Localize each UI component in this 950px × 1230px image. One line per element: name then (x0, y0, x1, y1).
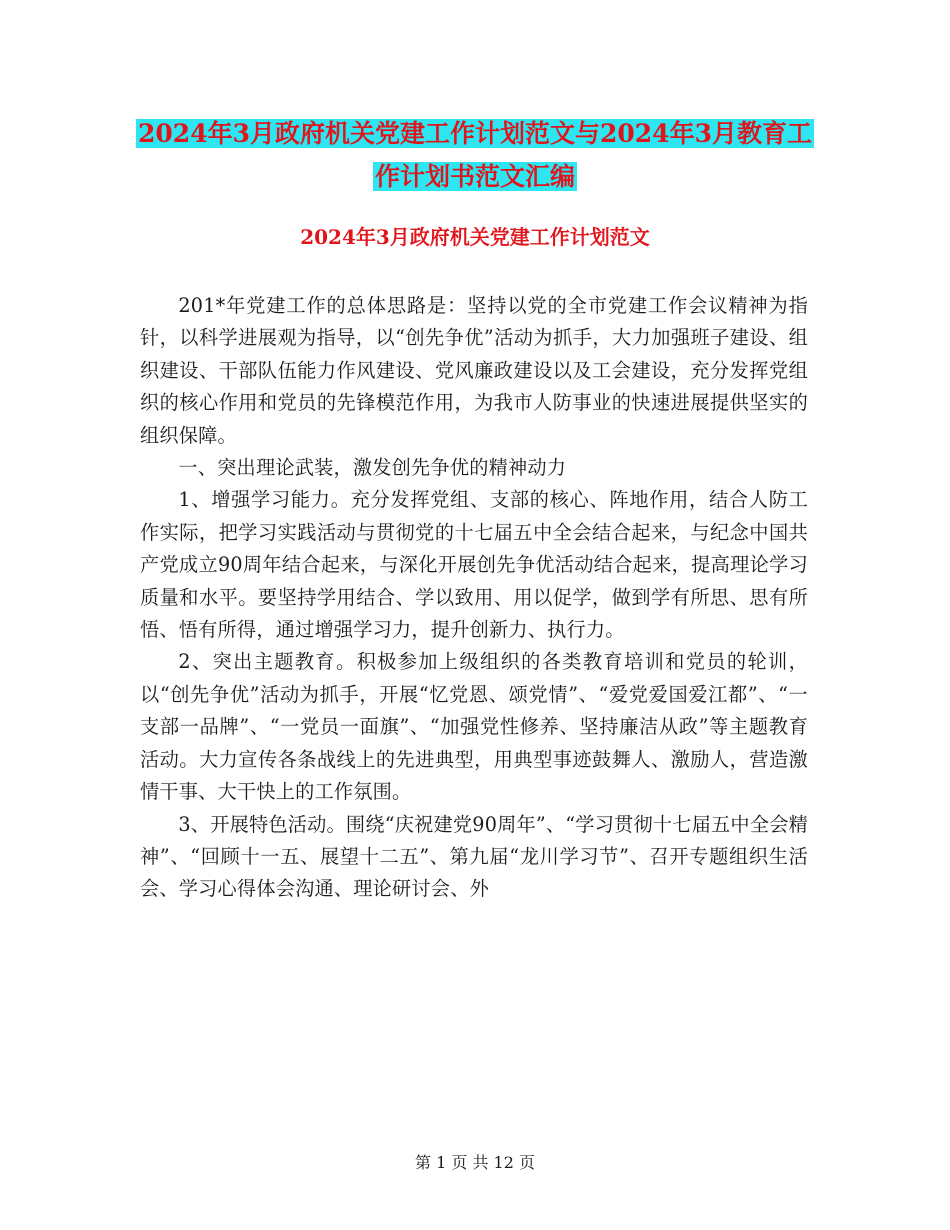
paragraph-heading-1: 一、突出理论武装，激发创先争优的精神动力 (178, 456, 567, 480)
document-title (130, 112, 820, 198)
paragraph-item-2: 2、突出主题教育。积极参加上级组织的各类教育培训和党员的轮训，以“创先争优”活动为抓手，开展“忆党恩、颂党情”、“爱党爱国爱江都”、“一支部一品牌”、“一党员一面旗”、“加强党性修养、坚持廉洁从政”等主题教育活动。大力宣传各条战线上的先进典型，用典型事迹鼓舞人、激励人，营造激情干事、大干快上的工作氛围。 (140, 650, 808, 804)
paragraph-intro: 201*年党建工作的总体思路是：坚持以党的全市党建工作会议精神为指针，以科学进展观为指导，以“创先争优”活动为抓手，大力加强班子建设、组织建设、干部队伍能力作风建设、党风廉政建设以及工会建设，充分发挥党组织的核心作用和党员的先锋模范作用，为我市人防事业的快速进展提供坚实的组织保障。 (140, 294, 808, 447)
paragraph-item-1: 1、增强学习能力。充分发挥党组、支部的核心、阵地作用，结合人防工作实际，把学习实践活动与贯彻党的十七届五中全会结合起来，与纪念中国共产党成立90周年结合起来，与深化开展创先争优活动结合起来，提高理论学习质量和水平。要坚持学用结合、学以致用、用以促学，做到学有所思、思有所悟、悟有所得，通过增强学习力，提升创新力、执行力。 (140, 488, 808, 642)
document-title-text: 2024年3月政府机关党建工作计划范文与2024年3月教育工作计划书范文汇编 (138, 119, 812, 191)
section-title: 2024年3月政府机关党建工作计划范文 (300, 225, 650, 249)
page-number: 第 1 页 共 12 页 (415, 1153, 535, 1172)
document-body (140, 290, 808, 906)
paragraph-item-3: 3、开展特色活动。围绕“庆祝建党90周年”、“学习贯彻十七届五中全会精神”、“回顾十一五、展望十二五”、第九届“龙川学习节”、召开专题组织生活会、学习心得体会沟通、理论研讨会、外 (140, 812, 808, 901)
